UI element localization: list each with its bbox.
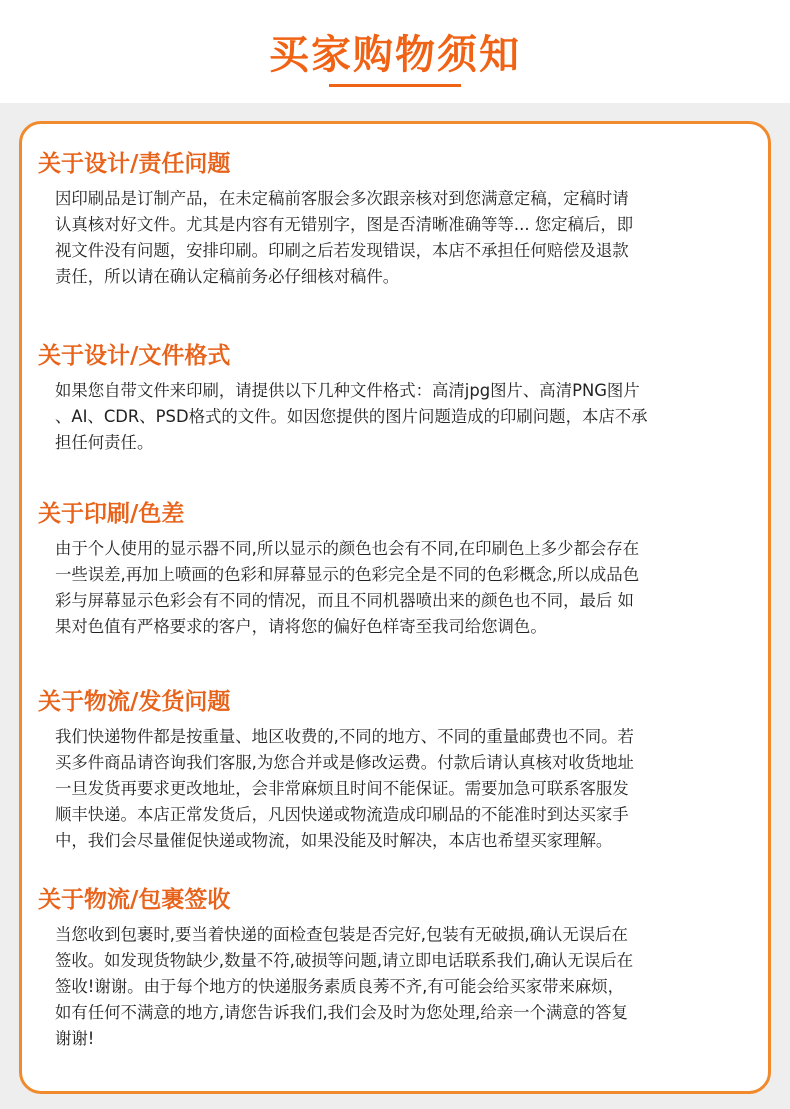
section-heading: 关于物流/包裹签收 [38, 887, 231, 913]
section-body [55, 186, 755, 290]
body-line: 如有任何不满意的地方,请您告诉我们,我们会及时为您处理,给亲一个满意的答复 [55, 1003, 628, 1022]
body-line: 、AI、CDR、PSD格式的文件。如因您提供的图片问题造成的印刷问题，本店不承 [55, 407, 648, 426]
body-line: 当您收到包裹时,要当着快递的面检查包装是否完好,包装有无破损,确认无误后在 [55, 925, 628, 944]
body-line: 认真核对好文件。尤其是内容有无错别字，图是否清晰准确等等... 您定稿后，即 [55, 215, 634, 234]
body-line: 签收!谢谢。由于每个地方的快递服务素质良莠不齐,有可能会给买家带来麻烦， [55, 977, 625, 996]
body-line: 由于个人使用的显示器不同,所以显示的颜色也会有不同,在印刷色上多少都会存在 [55, 539, 640, 558]
body-line: 谢谢! [55, 1029, 95, 1048]
body-line: 签收。如发现货物缺少,数量不符,破损等问题,请立即电话联系我们,确认无误后在 [55, 951, 634, 970]
page-title: 买家购物须知 [269, 32, 521, 78]
section-body [55, 536, 755, 640]
notice-card [19, 121, 771, 1094]
body-line: 彩与屏幕显示色彩会有不同的情况，而且不同机器喷出来的颜色也不同，最后 如 [55, 591, 634, 610]
body-line: 责任，所以请在确认定稿前务必仔细核对稿件。 [55, 267, 400, 286]
body-line: 中，我们会尽量催促快递或物流，如果没能及时解决，本店也希望买家理解。 [55, 831, 613, 850]
section-body [55, 378, 755, 456]
section-heading: 关于设计/文件格式 [38, 343, 231, 369]
body-line: 顺丰快递。本店正常发货后，凡因快递或物流造成印刷品的不能准时到达买家手 [55, 805, 629, 824]
body-line: 如果您自带文件来印刷，请提供以下几种文件格式：高清jpg图片、高清PNG图片 [55, 381, 640, 400]
section-heading: 关于印刷/色差 [38, 501, 185, 527]
section-heading: 关于设计/责任问题 [38, 151, 231, 177]
header [0, 0, 790, 103]
title-underline [329, 84, 461, 87]
body-line: 因印刷品是订制产品，在未定稿前客服会多次跟亲核对到您满意定稿，定稿时请 [55, 189, 629, 208]
body-line: 担任何责任。 [55, 433, 154, 452]
section-body [55, 724, 755, 854]
body-line: 视文件没有问题，安排印刷。印刷之后若发现错误，本店不承担任何赔偿及退款 [55, 241, 629, 260]
body-line: 我们快递物件都是按重量、地区收费的,不同的地方、不同的重量邮费也不同。若 [55, 727, 634, 746]
body-line: 买多件商品请咨询我们客服,为您合并或是修改运费。付款后请认真核对收货地址 [55, 753, 634, 772]
body-line: 果对色值有严格要求的客户，请将您的偏好色样寄至我司给您调色。 [55, 617, 547, 636]
section-body [55, 922, 755, 1052]
section-heading: 关于物流/发货问题 [38, 689, 231, 715]
body-line: 一旦发货再要求更改地址，会非常麻烦且时间不能保证。需要加急可联系客服发 [55, 779, 629, 798]
body-line: 一些误差,再加上喷画的色彩和屏幕显示的色彩完全是不同的色彩概念,所以成品色 [55, 565, 640, 584]
